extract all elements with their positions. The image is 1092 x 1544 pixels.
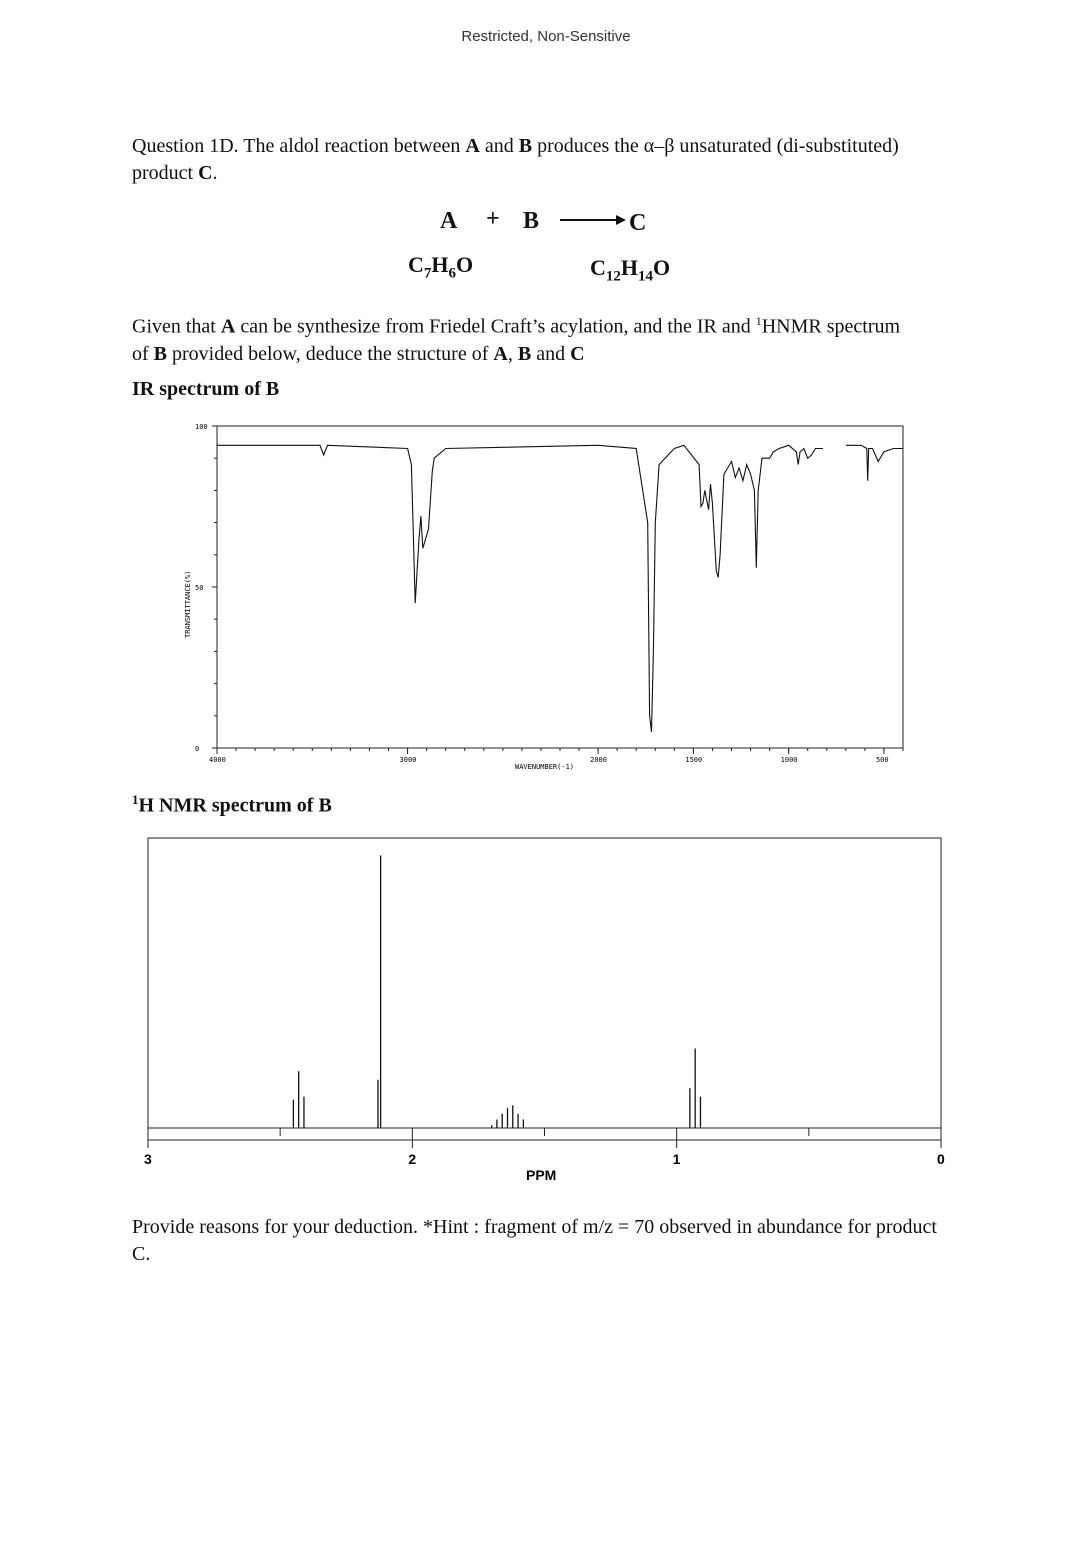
ir-xtick-label: 2000 [590, 756, 607, 764]
reaction-a: A [440, 208, 458, 234]
given-b2: B [517, 342, 532, 365]
given-text-2: can be synthesize from Friedel Craft’s acylation, and the IR and [235, 315, 756, 338]
page-header: Restricted, Non-Sensitive [461, 28, 631, 45]
given-text-3: HNMR spectrum of [132, 315, 901, 365]
given-text-6: and [531, 342, 571, 365]
ir-xtick-label: 500 [875, 756, 889, 764]
greek-alpha-beta: α–β [643, 135, 675, 157]
given-c: C [570, 342, 585, 365]
ir-spectrum-chart [180, 418, 920, 778]
ir-xtick-label: 1000 [780, 756, 798, 764]
ir-ylabel: TRANSMITTANCE(%) [184, 570, 192, 638]
nmr-xtick-label: 2 [408, 1151, 417, 1167]
nmr-heading-text: H NMR spectrum of B [138, 794, 332, 817]
question-label: Question 1D. The aldol reaction between [132, 135, 466, 157]
given-a: A [220, 315, 236, 338]
text-produces: produces the [532, 135, 644, 157]
question-paragraph [132, 133, 952, 187]
given-paragraph [132, 308, 912, 368]
ir-xtick-label: 4000 [209, 756, 226, 764]
nmr-plot-frame [148, 838, 941, 1140]
nmr-xtick-label: 0 [937, 1151, 945, 1167]
ir-xlabel: WAVENUMBER(-1) [515, 763, 575, 771]
text-period: . [212, 162, 218, 184]
ir-series-line [217, 445, 823, 732]
given-text-5: , [507, 342, 518, 365]
ir-ytick-label: 0 [195, 745, 200, 753]
reaction-b: B [523, 208, 540, 234]
ir-xtick-label: 3000 [399, 756, 417, 764]
reaction-plus: + [486, 206, 500, 232]
ir-series-line [846, 445, 903, 480]
nmr-xtick-label: 3 [144, 1151, 152, 1167]
nmr-heading [132, 792, 332, 818]
nmr-xlabel: PPM [526, 1167, 557, 1183]
text-unsaturated: unsaturated (di-substituted) product [132, 135, 899, 184]
given-a2: A [493, 342, 508, 365]
ir-heading: IR spectrum of B [132, 378, 280, 400]
compound-b-ref: B [518, 135, 533, 157]
formula-a: $C_7H_6O$ [408, 252, 474, 282]
footer-paragraph: Provide reasons for your deduction. *Hint : fragment of m/z = 70 observed in abundance for product C. [132, 1216, 937, 1265]
text-and: and [479, 135, 519, 157]
ir-ytick-label: 50 [195, 584, 204, 592]
given-text-1: Given that [132, 315, 221, 338]
given-sup: 1 [755, 314, 762, 328]
nmr-heading-sup: 1 [132, 792, 139, 807]
compound-a-ref: A [465, 135, 480, 157]
formula-c: $C_{12}H_{14}O$ [590, 255, 671, 285]
given-b: B [153, 342, 168, 365]
ir-plot-frame [217, 426, 903, 748]
nmr-spectrum-chart [138, 834, 953, 1189]
ir-ytick-label: 100 [195, 423, 208, 431]
reaction-c: C [629, 210, 647, 236]
given-text-4: provided below, deduce the structure of [167, 342, 494, 365]
nmr-xtick-label: 1 [672, 1151, 681, 1167]
reaction-arrow [560, 212, 626, 228]
ir-xtick-label: 1500 [685, 756, 703, 764]
compound-c-ref: C [198, 162, 213, 184]
